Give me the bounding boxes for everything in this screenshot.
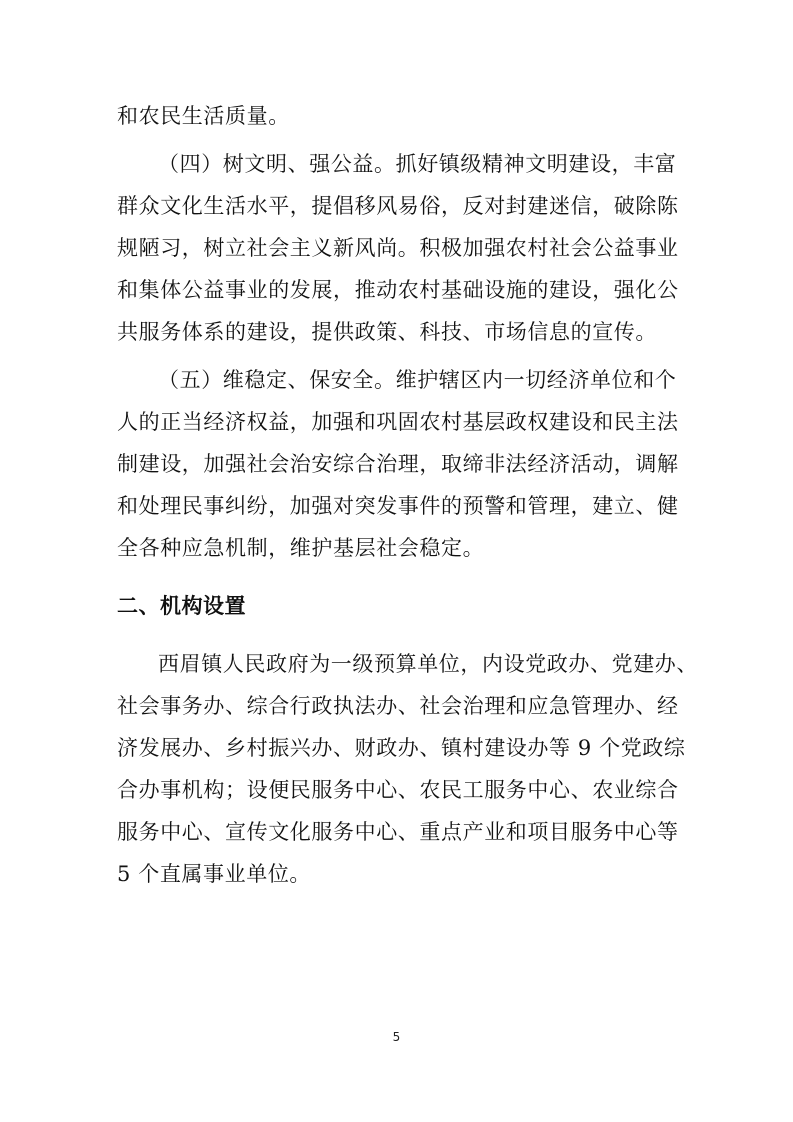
paragraph-line: 共服务体系的建设，提供政策、科技、市场信息的宣传。 <box>117 320 657 344</box>
paragraph-line: 社会事务办、综合行政执法办、社会治理和应急管理办、经 <box>117 694 679 718</box>
paragraph-line: （四）树文明、强公益。抓好镇级精神文明建设，丰富 <box>158 152 677 176</box>
paragraph-line: 制建设，加强社会治安综合治理，取缔非法经济活动，调解 <box>117 452 679 476</box>
paragraph-line: 群众文化生活水平，提倡移风易俗，反对封建迷信，破除陈 <box>117 194 679 218</box>
paragraph-line: 全各种应急机制，维护基层社会稳定。 <box>117 536 485 560</box>
section-heading: 二、机构设置 <box>117 594 246 618</box>
paragraph-line: 西眉镇人民政府为一级预算单位，内设党政办、党建办、 <box>158 652 698 676</box>
paragraph-line: 和农民生活质量。 <box>117 104 290 128</box>
paragraph-line: 和集体公益事业的发展，推动农村基础设施的建设，强化公 <box>117 278 679 302</box>
paragraph-line: 人的正当经济权益，加强和巩固农村基层政权建设和民主法 <box>117 410 679 434</box>
paragraph-line: 规陋习，树立社会主义新风尚。积极加强农村社会公益事业 <box>117 236 679 260</box>
paragraph-line: 和处理民事纠纷，加强对突发事件的预警和管理，建立、健 <box>117 494 679 518</box>
page-number: 5 <box>392 1030 401 1044</box>
paragraph-line: 合办事机构；设便民服务中心、农民工服务中心、农业综合 <box>117 778 679 802</box>
paragraph-line: 济发展办、乡村振兴办、财政办、镇村建设办等 9 个党政综 <box>117 736 686 760</box>
paragraph-line: 5 个直属事业单位。 <box>117 862 312 886</box>
paragraph-line: （五）维稳定、保安全。维护辖区内一切经济单位和个 <box>158 368 677 392</box>
paragraph-line: 服务中心、宣传文化服务中心、重点产业和项目服务中心等 <box>117 820 679 844</box>
